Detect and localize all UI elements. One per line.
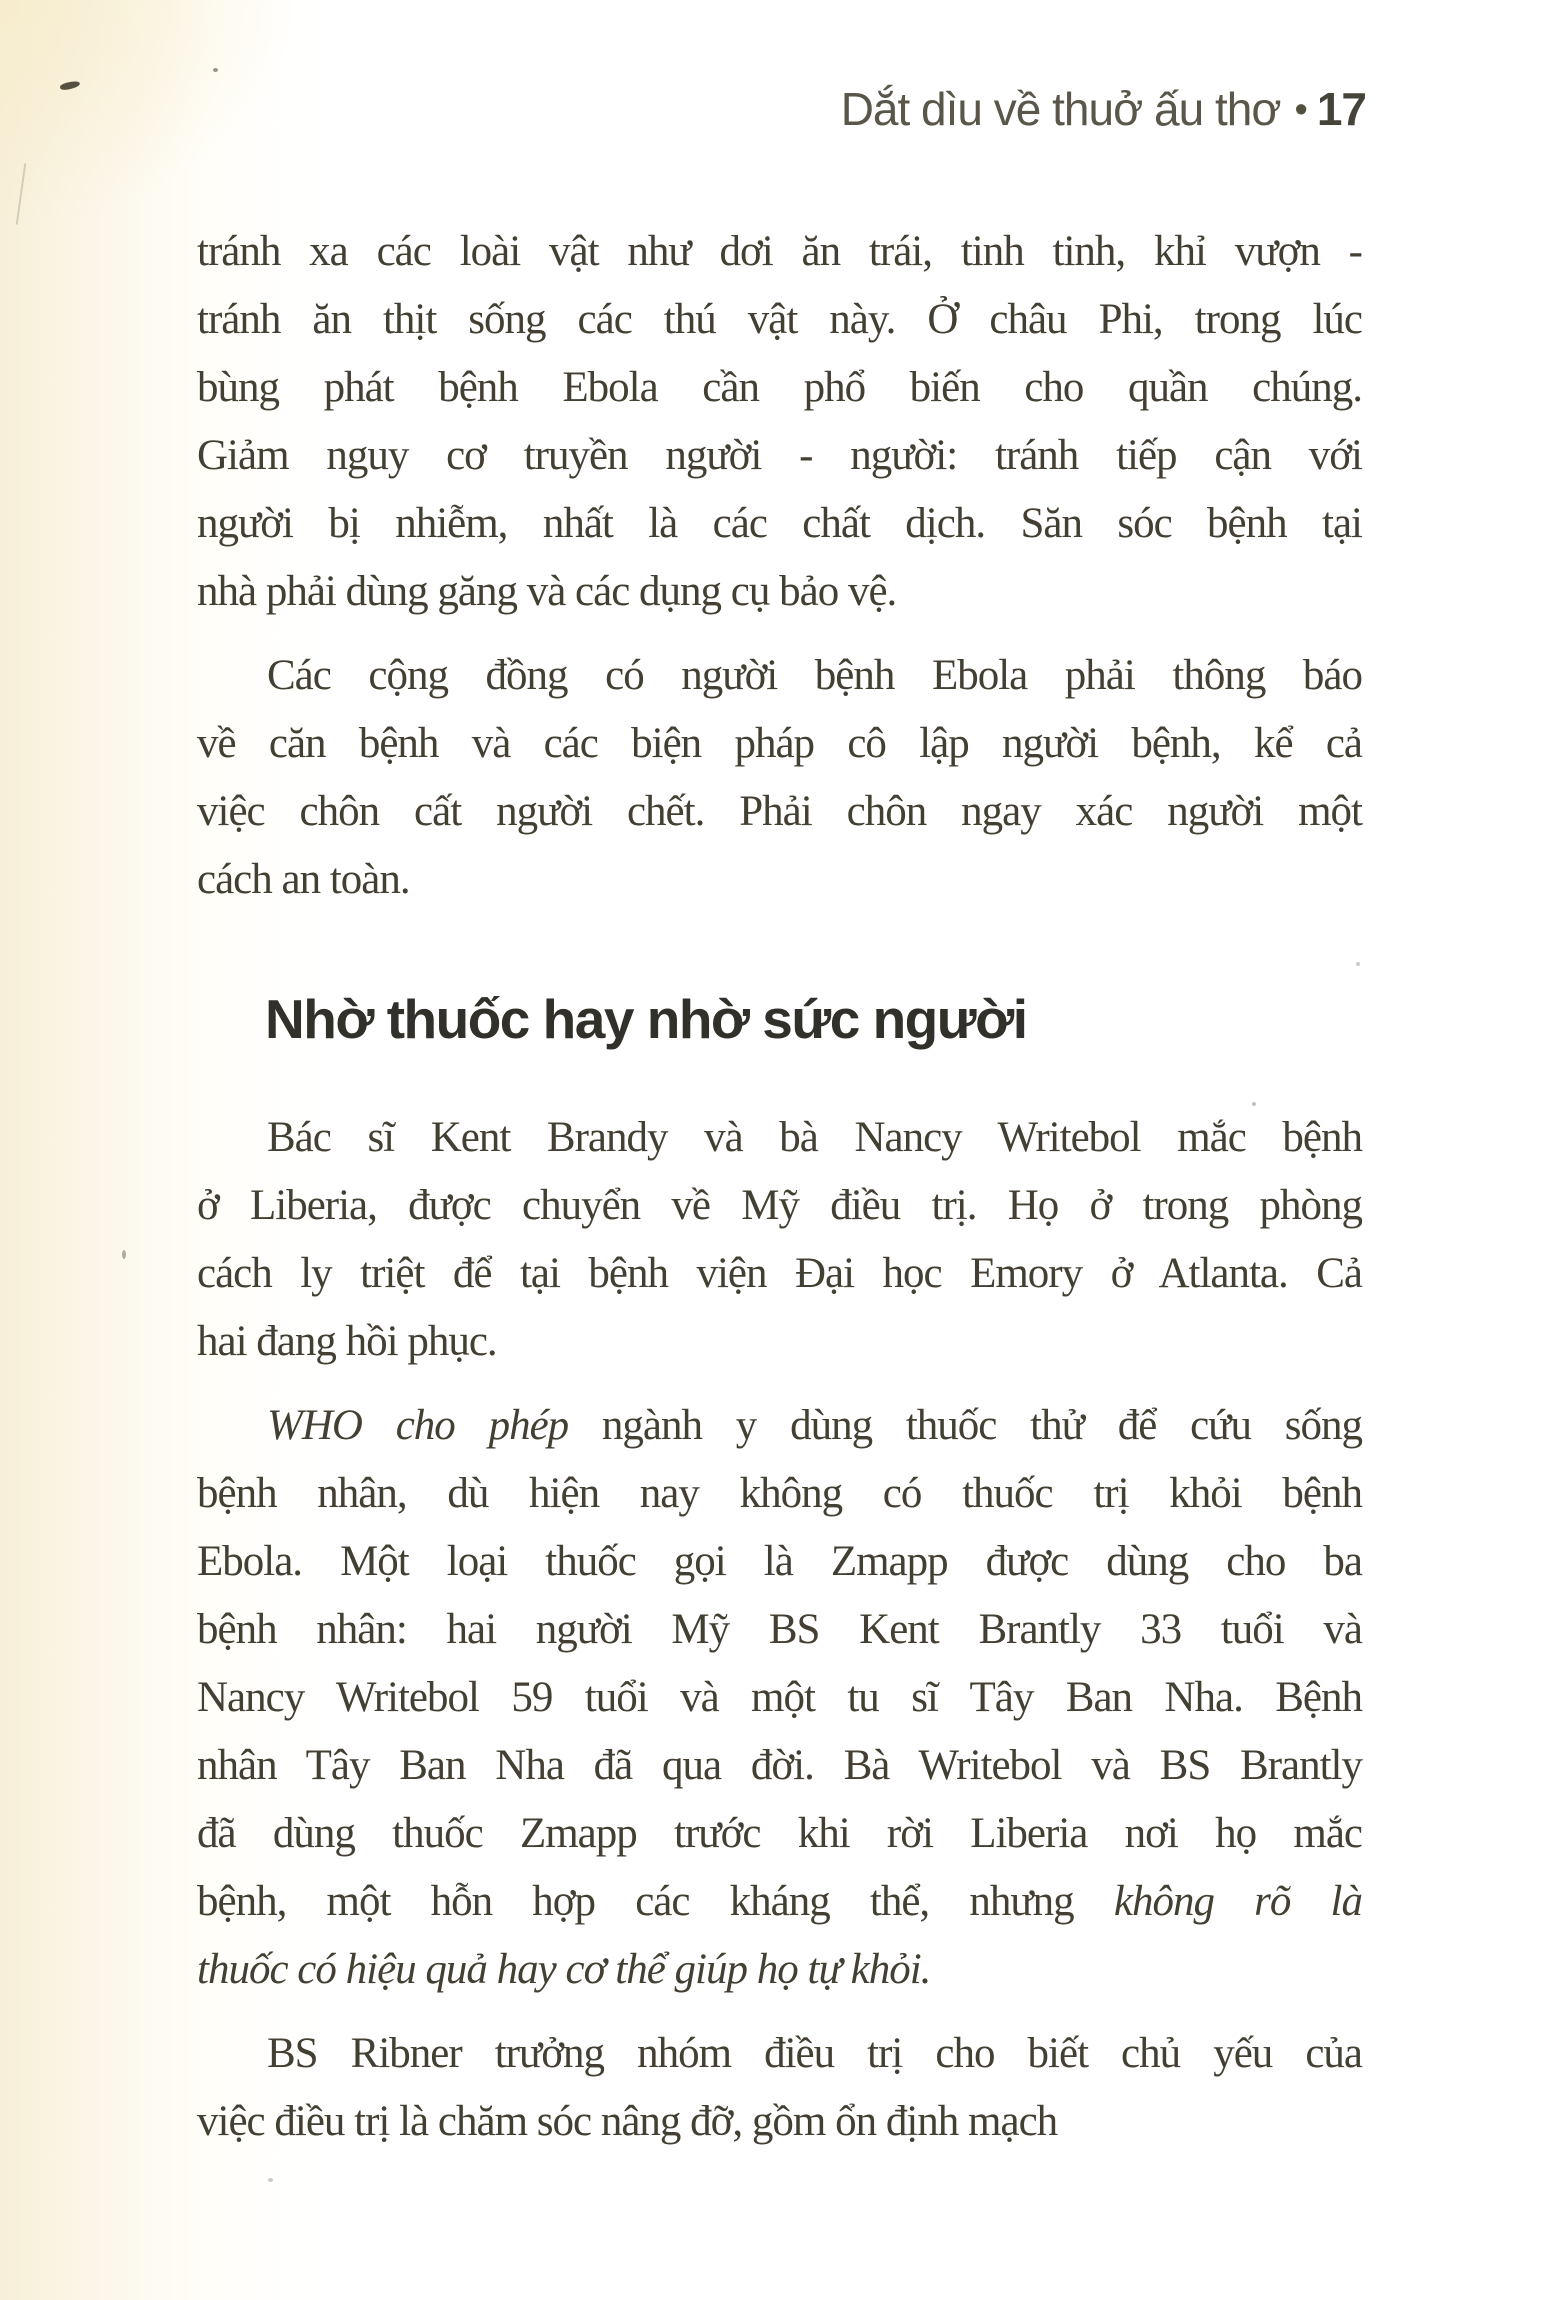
text-line [197, 778, 1362, 846]
text-line [197, 490, 1362, 558]
text-line [197, 1664, 1362, 1732]
italic-text-segment: WHO cho phép [267, 1402, 569, 1449]
text-segment: Ebola. Một loại thuốc gọi là Zmapp được dùng cho ba [197, 1538, 1362, 1585]
scan-speck-icon [1356, 962, 1360, 966]
text-line [197, 218, 1362, 286]
text-segment: việc điều trị là chăm sóc nâng đỡ, gồm ổn định mạch [197, 2098, 1058, 2145]
text-segment: hai đang hồi phục. [197, 1318, 497, 1365]
paragraph [197, 2020, 1362, 2156]
scan-speck-icon [122, 1250, 126, 1259]
text-segment: Bác sĩ Kent Brandy và bà Nancy Writebol mắc bệnh [267, 1114, 1362, 1161]
text-segment: bệnh nhân: hai người Mỹ BS Kent Brantly 33 tuổi và [197, 1606, 1362, 1653]
text-segment: BS Ribner trưởng nhóm điều trị cho biết chủ yếu của [267, 2030, 1362, 2077]
text-line [197, 846, 1362, 914]
scan-speck-icon [268, 2178, 273, 2182]
paragraph [197, 642, 1362, 914]
text-segment: bùng phát bệnh Ebola cần phổ biến cho quần chúng. [197, 364, 1362, 411]
text-line [197, 1732, 1362, 1800]
text-line [197, 422, 1362, 490]
text-line [197, 642, 1362, 710]
italic-text-segment: thuốc có hiệu quả hay cơ thể giúp họ tự khỏi. [197, 1946, 931, 1993]
text-segment: nhân Tây Ban Nha đã qua đời. Bà Writebol và BS Brantly [197, 1742, 1362, 1789]
chapter-title: Dắt dìu về thuở ấu thơ [840, 83, 1281, 135]
text-line [197, 1936, 1362, 2004]
text-segment: đã dùng thuốc Zmapp trước khi rời Liberia nơi họ mắc [197, 1810, 1362, 1857]
text-segment: về căn bệnh và các biện pháp cô lập người bệnh, kể cả [197, 720, 1362, 767]
text-line [197, 2020, 1362, 2088]
scan-speck-icon [213, 68, 218, 72]
text-segment: ngành y dùng thuốc thử để cứu sống [568, 1402, 1362, 1449]
text-line [197, 1528, 1362, 1596]
text-segment: nhà phải dùng găng và các dụng cụ bảo vệ. [197, 568, 897, 615]
text-line [197, 1868, 1362, 1936]
text-segment: bệnh nhân, dù hiện nay không có thuốc trị khỏi bệnh [197, 1470, 1362, 1517]
text-line [197, 1596, 1362, 1664]
text-segment: Giảm nguy cơ truyền người - người: tránh tiếp cận với [197, 432, 1362, 479]
scan-speck-icon [59, 80, 80, 92]
text-segment: người bị nhiễm, nhất là các chất dịch. Săn sóc bệnh tại [197, 500, 1362, 547]
paragraph [197, 1392, 1362, 2004]
text-line [197, 1240, 1362, 1308]
text-segment: cách ly triệt để tại bệnh viện Đại học Emory ở Atlanta. Cả [197, 1250, 1362, 1297]
page-number: 17 [1316, 83, 1366, 135]
text-column [197, 218, 1362, 2156]
separator-dot-icon: • [1294, 89, 1307, 131]
text-line [197, 1172, 1362, 1240]
text-segment: tránh xa các loài vật như dơi ăn trái, tinh tinh, khỉ vượn - [197, 228, 1362, 275]
text-segment: tránh ăn thịt sống các thú vật này. Ở châu Phi, trong lúc [197, 296, 1362, 343]
text-line [197, 1460, 1362, 1528]
text-line [197, 1104, 1362, 1172]
text-segment: ở Liberia, được chuyển về Mỹ điều trị. Họ ở trong phòng [197, 1182, 1362, 1229]
paragraph [197, 1104, 1362, 1376]
text-line [197, 1392, 1362, 1460]
text-line [197, 1800, 1362, 1868]
running-header [841, 82, 1366, 136]
text-segment: Các cộng đồng có người bệnh Ebola phải thông báo [267, 652, 1362, 699]
text-line [197, 354, 1362, 422]
text-line [197, 2088, 1362, 2156]
text-segment: việc chôn cất người chết. Phải chôn ngay xác người một [197, 788, 1362, 835]
text-line [197, 710, 1362, 778]
paragraph [197, 218, 1362, 626]
italic-text-segment: không rõ là [1113, 1878, 1362, 1925]
scan-scratch-icon [16, 163, 27, 225]
section-heading: Nhờ thuốc hay nhờ sức người [265, 988, 1027, 1050]
text-line [197, 286, 1362, 354]
text-segment: cách an toàn. [197, 856, 410, 903]
text-line [197, 558, 1362, 626]
text-line [197, 1308, 1362, 1376]
scan-speck-icon [1252, 1102, 1256, 1106]
text-segment: Nancy Writebol 59 tuổi và một tu sĩ Tây Ban Nha. Bệnh [197, 1674, 1362, 1721]
text-segment: bệnh, một hỗn hợp các kháng thể, nhưng [197, 1878, 1114, 1925]
